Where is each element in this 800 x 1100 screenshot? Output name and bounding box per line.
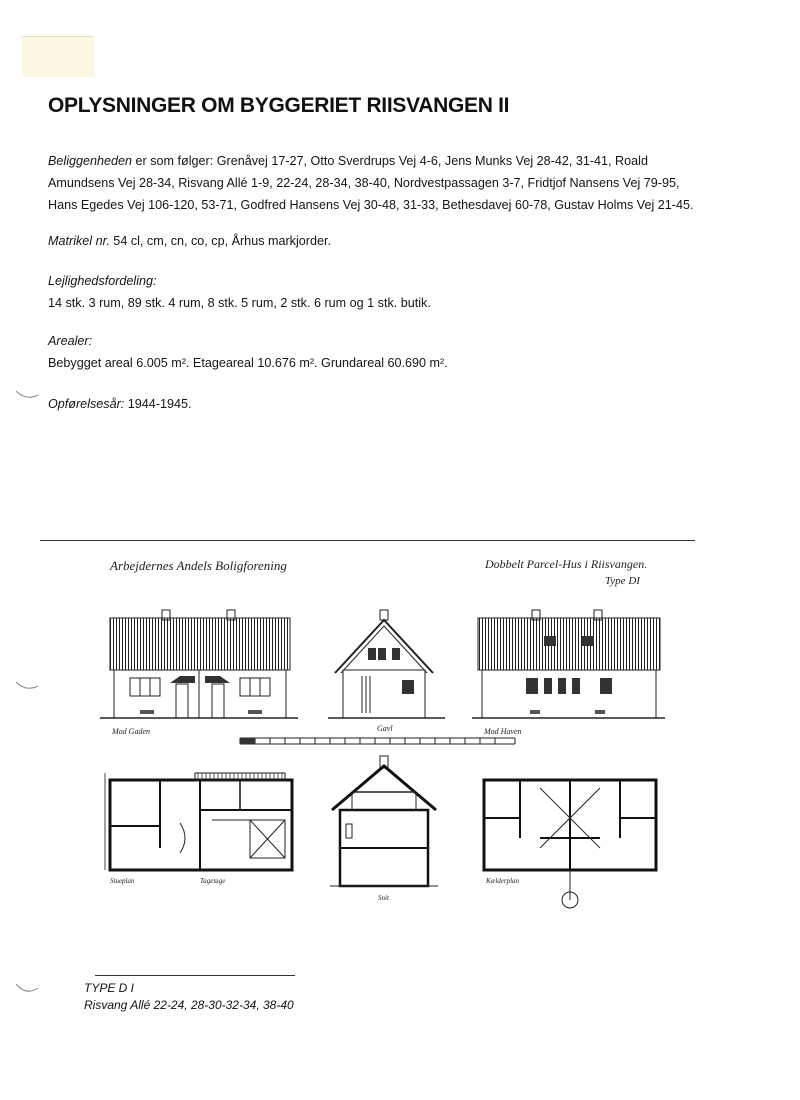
location-label: Beliggenheden (48, 154, 133, 168)
floor-plan-ground (105, 773, 292, 885)
areas-paragraph (48, 330, 708, 374)
architectural-drawing (100, 548, 680, 913)
elevation-gable (328, 610, 445, 733)
label-basement-plan: Kælderplan (486, 877, 520, 885)
areas-text: Bebygget areal 6.005 m². Etageareal 10.676 m². Grundareal 60.690 m². (48, 356, 448, 370)
drawing-header-right: Dobbelt Parcel-Hus i Riisvangen. (485, 557, 648, 571)
cadastre-label: Matrikel nr. (48, 234, 110, 248)
location-text: er som følger: Grenåvej 17-27, Otto Sverdrups Vej 4-6, Jens Munks Vej 28-42, 31-41, Roald Amundsens Vej 28-34, Risvang Allé 1-9, 22-24, 28-34, 38-40, Nordvestpassagen 3-7, Fridtjof Nansens Vej 79-95, Hans Egedes Vej 106-120, 53-71, Godfred Hansens Vej 30-48, 31-33, Bethesdavej 60-78, Gustav Holms Vej 21-45. (48, 154, 694, 212)
construction-paragraph (48, 393, 708, 415)
elevation-garden (472, 610, 665, 736)
label-garden: Mod Haven (484, 727, 522, 736)
construction-label: Opførelsesår: (48, 397, 125, 411)
elevation-street (100, 610, 298, 736)
label-upper-plan: Tagetage (200, 877, 226, 885)
label-gable: Gavl (377, 724, 393, 733)
label-section: Snit (378, 894, 389, 902)
floor-plan-basement (484, 780, 656, 908)
drawing-header-left: Arbejdernes Andels Boligforening (110, 558, 287, 573)
margin-mark (12, 980, 42, 1002)
cadastre-text: 54 cl, cm, cn, co, cp, Århus markjorder. (109, 234, 331, 248)
scale-bar (240, 738, 515, 744)
areas-label: Arealer: (48, 334, 93, 348)
section-view (330, 756, 438, 902)
apartments-text: 14 stk. 3 rum, 89 stk. 4 rum, 8 stk. 5 rum, 2 stk. 6 rum og 1 stk. butik. (48, 296, 431, 310)
construction-text: 1944-1945. (124, 397, 192, 411)
drawing-caption (84, 980, 294, 1014)
apartments-label: Lejlighedsfordeling: (48, 274, 157, 288)
cadastre-paragraph (48, 230, 708, 252)
label-ground-plan: Stueplan (110, 877, 135, 885)
label-street: Mod Gaden (112, 727, 150, 736)
drawing-type-label: Type DI (605, 575, 640, 587)
divider-top (40, 540, 695, 541)
caption-type: TYPE D I (84, 981, 135, 995)
page-title: OPLYSNINGER OM BYGGERIET RIISVANGEN II (48, 94, 510, 117)
tape-mark (22, 36, 94, 77)
apartments-paragraph (48, 270, 708, 314)
divider-bottom (95, 975, 295, 976)
margin-mark (12, 676, 42, 698)
location-paragraph (48, 150, 708, 216)
caption-addresses: Risvang Allé 22-24, 28-30-32-34, 38-40 (84, 998, 294, 1012)
margin-mark (12, 385, 42, 407)
